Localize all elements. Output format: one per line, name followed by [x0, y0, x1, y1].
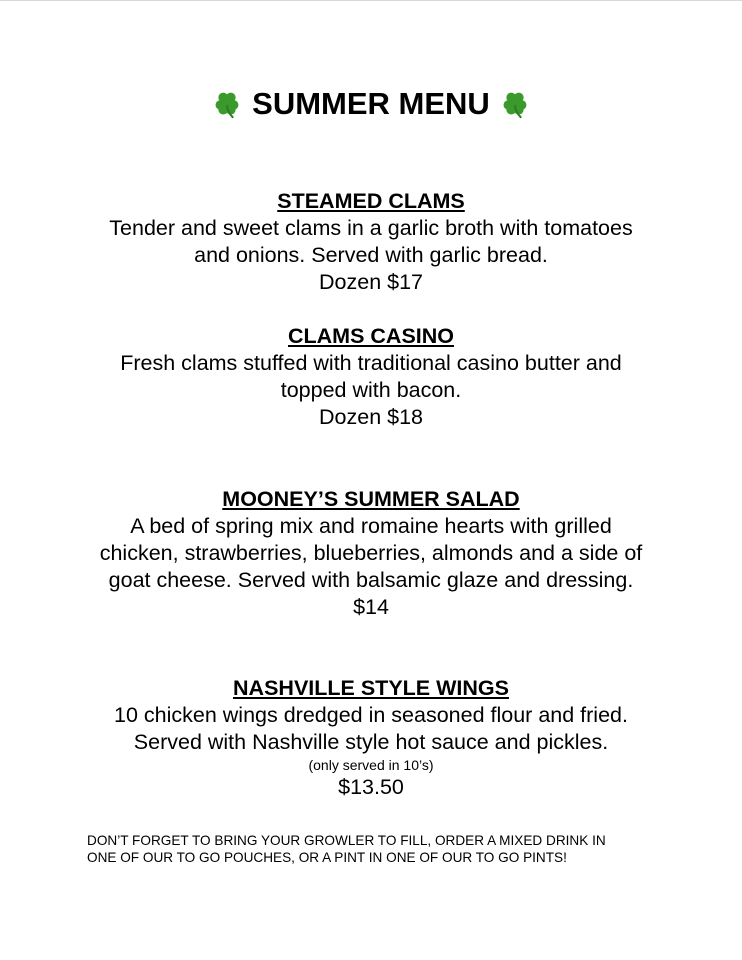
- menu-item-summer-salad: [0, 486, 742, 621]
- item-note: (only served in 10’s): [308, 757, 434, 773]
- item-description-line: A bed of spring mix and romaine hearts with grilled: [130, 514, 612, 538]
- item-description-line: and onions. Served with garlic bread.: [194, 243, 548, 267]
- footer-note: [87, 832, 707, 866]
- item-description-line: topped with bacon.: [280, 378, 462, 402]
- shamrock-icon: [500, 89, 530, 119]
- footer-line: DON’T FORGET TO BRING YOUR GROWLER TO FILL, ORDER A MIXED DRINK IN: [87, 833, 606, 848]
- shamrock-icon: [212, 89, 242, 119]
- item-price: Dozen $17: [319, 270, 423, 294]
- item-description-line: Fresh clams stuffed with traditional casino butter and: [120, 351, 622, 375]
- menu-item-steamed-clams: [0, 188, 742, 296]
- menu-item-nashville-wings: [0, 675, 742, 801]
- item-description-line: 10 chicken wings dredged in seasoned flour and fried.: [114, 703, 628, 727]
- menu-item-clams-casino: [0, 323, 742, 431]
- item-price: $13.50: [338, 775, 404, 799]
- menu-title: SUMMER MENU: [252, 86, 490, 121]
- item-name: MOONEY’S SUMMER SALAD: [222, 487, 520, 511]
- top-border: [0, 0, 742, 1]
- item-name: STEAMED CLAMS: [277, 189, 465, 213]
- footer-line: ONE OF OUR TO GO POUCHES, OR A PINT IN ONE OF OUR TO GO PINTS!: [87, 850, 567, 865]
- item-name: NASHVILLE STYLE WINGS: [233, 676, 509, 700]
- item-description-line: Served with Nashville style hot sauce and pickles.: [133, 730, 609, 754]
- item-description-line: Tender and sweet clams in a garlic broth with tomatoes: [109, 216, 633, 240]
- item-price: Dozen $18: [319, 405, 423, 429]
- item-description-line: chicken, strawberries, blueberries, almonds and a side of: [99, 541, 643, 565]
- menu-header: [0, 86, 742, 122]
- item-name: CLAMS CASINO: [287, 324, 455, 348]
- item-price: $14: [353, 595, 389, 619]
- item-description-line: goat cheese. Served with balsamic glaze and dressing.: [108, 568, 634, 592]
